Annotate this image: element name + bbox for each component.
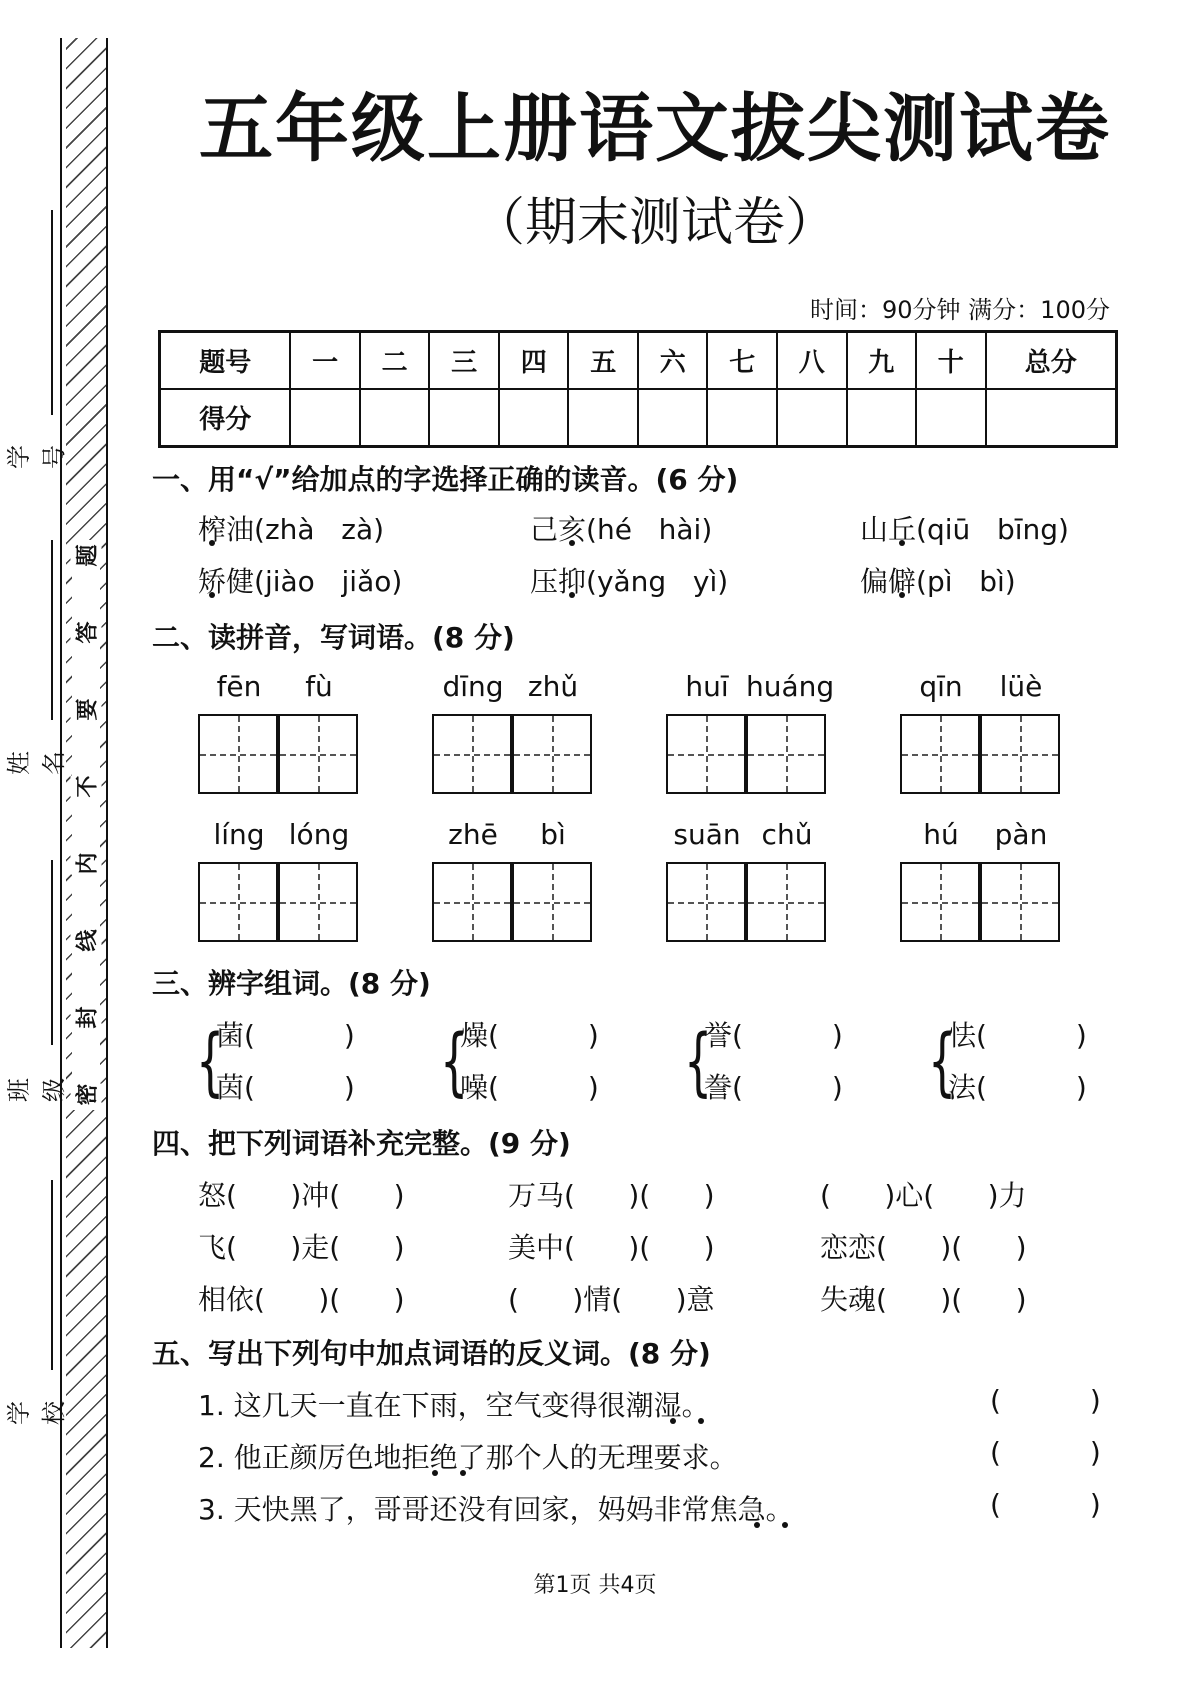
pinyin-label: qīn	[919, 670, 963, 703]
pair-line[interactable]: 噪( )	[460, 1071, 599, 1104]
s1-word-pre: 压	[530, 565, 559, 598]
student-id-field[interactable]	[5, 210, 68, 470]
section-4-title: 四、把下列词语补充完整。(9 分)	[152, 1127, 571, 1160]
idiom-item[interactable]: 飞( )走( )	[198, 1231, 405, 1264]
score-value-row	[160, 389, 1117, 447]
score-cell[interactable]	[499, 389, 569, 447]
s1-item	[198, 508, 384, 548]
writing-box[interactable]	[666, 714, 746, 794]
s1-word-post: 抑	[558, 565, 587, 598]
writing-box[interactable]	[278, 862, 358, 942]
pinyin-label: fù	[305, 670, 333, 703]
antonym-sentence: 1. 这几天一直在下雨，空气变得很潮湿。	[198, 1389, 710, 1422]
score-cell[interactable]	[916, 389, 986, 447]
idiom-item[interactable]: 恋恋( )( )	[820, 1231, 1027, 1264]
s1-options[interactable]: (yǎng yì)	[586, 565, 729, 598]
score-row-label: 得分	[160, 389, 291, 447]
binding-margin	[0, 0, 110, 1682]
pinyin-label: chǔ	[761, 818, 813, 851]
pinyin-label: zhǔ	[527, 670, 579, 703]
s1-item	[198, 560, 402, 600]
idiom-item[interactable]: 美中( )( )	[508, 1231, 715, 1264]
class-rule	[51, 860, 53, 1045]
school-label: 学校	[5, 1401, 68, 1425]
binding-line-right	[106, 38, 108, 1648]
pinyin-label: lüè	[999, 670, 1043, 703]
seal-char: 题	[70, 544, 101, 566]
pinyin-label: pàn	[994, 818, 1048, 851]
pinyin-label: huáng	[746, 670, 835, 703]
seal-char: 不	[70, 775, 101, 797]
score-header-cell: 十	[916, 332, 986, 390]
score-header-cell: 五	[568, 332, 638, 390]
seal-char: 线	[70, 929, 101, 951]
s1-word-pre: 己	[530, 513, 559, 546]
pinyin-label: huī	[685, 670, 729, 703]
s1-word-pre: 偏	[860, 565, 889, 598]
pinyin-label: bì	[540, 818, 566, 851]
name-label: 姓名	[5, 751, 68, 775]
writing-box[interactable]	[198, 714, 278, 794]
s1-item	[530, 508, 712, 548]
s1-word-pre: 山	[860, 513, 889, 546]
score-cell[interactable]	[638, 389, 708, 447]
score-header-cell: 八	[777, 332, 847, 390]
pinyin-label: lóng	[288, 818, 350, 851]
pinyin-label: fēn	[216, 670, 262, 703]
writing-box[interactable]	[746, 862, 826, 942]
idiom-item[interactable]: 相依( )( )	[198, 1283, 405, 1316]
class-field[interactable]	[5, 860, 68, 1110]
char-pair	[196, 1014, 396, 1114]
writing-box[interactable]	[432, 714, 512, 794]
pair-line[interactable]: 法( )	[948, 1071, 1087, 1104]
answer-blank[interactable]: ( )	[990, 1488, 1101, 1521]
writing-box[interactable]	[512, 862, 592, 942]
pair-line[interactable]: 誊( )	[704, 1071, 843, 1104]
char-pair	[684, 1014, 884, 1114]
score-header-cell: 四	[499, 332, 569, 390]
pinyin-label: zhē	[448, 818, 498, 851]
antonym-sentence: 2. 他正颜厉色地拒绝了那个人的无理要求。	[198, 1441, 738, 1474]
idiom-item[interactable]: 万马( )( )	[508, 1179, 715, 1212]
score-header-row	[160, 332, 1117, 390]
s1-options[interactable]: (pì bì)	[916, 565, 1016, 598]
writing-box[interactable]	[900, 714, 980, 794]
score-cell[interactable]	[777, 389, 847, 447]
class-label: 班级	[5, 1078, 68, 1102]
score-cell[interactable]	[707, 389, 777, 447]
exam-meta: 时间：90分钟 满分：100分	[810, 296, 1110, 324]
s1-item	[860, 560, 1016, 600]
score-cell[interactable]	[429, 389, 499, 447]
page-subtitle: （期末测试卷）	[472, 193, 837, 253]
writing-box[interactable]	[666, 862, 746, 942]
score-cell[interactable]	[290, 389, 360, 447]
score-header-cell: 七	[707, 332, 777, 390]
name-rule	[51, 540, 53, 720]
pair-line[interactable]: 燥( )	[460, 1019, 599, 1052]
idiom-item[interactable]: 怒( )冲( )	[198, 1179, 405, 1212]
section-2-title: 二、读拼音，写词语。(8 分)	[152, 621, 515, 654]
s1-options[interactable]: (qiū bīng)	[916, 513, 1069, 546]
s1-word-post: 亥	[558, 513, 587, 546]
brace-icon: {	[440, 1019, 469, 1105]
pair-line[interactable]: 茵( )	[216, 1071, 355, 1104]
idiom-item[interactable]: 失魂( )( )	[820, 1283, 1027, 1316]
student-id-label: 学号	[5, 445, 68, 469]
writing-box[interactable]	[900, 862, 980, 942]
s1-word-post: 僻	[888, 565, 917, 598]
score-cell[interactable]	[986, 389, 1117, 447]
idiom-item[interactable]: ( )情( )意	[508, 1283, 715, 1316]
s1-word-post: 丘	[888, 513, 917, 546]
seal-char: 内	[70, 852, 101, 874]
brace-icon: {	[928, 1019, 957, 1105]
char-pair	[928, 1014, 1128, 1114]
seal-char: 封	[70, 1006, 101, 1028]
score-cell[interactable]	[568, 389, 638, 447]
score-header-cell: 题号	[160, 332, 291, 390]
section-5-title: 五、写出下列句中加点词语的反义词。(8 分)	[152, 1337, 711, 1370]
score-header-cell: 总分	[986, 332, 1117, 390]
s1-word-pre: 矫	[198, 565, 227, 598]
brace-icon: {	[684, 1019, 713, 1105]
s1-word-post: 健	[226, 565, 255, 598]
writing-box[interactable]	[432, 862, 512, 942]
writing-box[interactable]	[198, 862, 278, 942]
writing-box[interactable]	[980, 714, 1060, 794]
s1-word-pre: 榨	[198, 513, 227, 546]
pinyin-label: líng	[213, 818, 265, 851]
writing-box[interactable]	[980, 862, 1060, 942]
s1-word-post: 油	[226, 513, 255, 546]
name-field[interactable]	[5, 540, 68, 780]
score-header-cell: 九	[847, 332, 917, 390]
s1-options[interactable]: (hé hài)	[586, 513, 713, 546]
score-cell[interactable]	[847, 389, 917, 447]
writing-box[interactable]	[746, 714, 826, 794]
s1-item	[530, 560, 728, 600]
brace-icon: {	[196, 1019, 225, 1105]
score-header-cell: 六	[638, 332, 708, 390]
score-header-cell: 一	[290, 332, 360, 390]
answer-blank[interactable]: ( )	[990, 1436, 1101, 1469]
student-id-rule	[51, 210, 53, 415]
answer-blank[interactable]: ( )	[990, 1384, 1101, 1417]
score-header-cell: 三	[429, 332, 499, 390]
char-pair	[440, 1014, 640, 1114]
writing-box[interactable]	[278, 714, 358, 794]
score-header-cell: 二	[360, 332, 430, 390]
section-1-title: 一、用“√”给加点的字选择正确的读音。(6 分)	[152, 463, 739, 496]
pinyin-label: suān	[673, 818, 741, 851]
idiom-item[interactable]: ( )心( )力	[820, 1179, 1027, 1212]
pinyin-label: hú	[923, 818, 959, 851]
school-rule	[51, 1180, 53, 1370]
school-field[interactable]	[5, 1180, 68, 1440]
pinyin-label: dīng	[442, 670, 504, 703]
writing-box[interactable]	[512, 714, 592, 794]
seal-line-notice	[72, 540, 100, 1110]
seal-char: 答	[70, 621, 101, 643]
s1-options[interactable]: (zhà zà)	[254, 513, 385, 546]
pair-line[interactable]: 誉( )	[704, 1019, 843, 1052]
section-3-title: 三、辨字组词。(8 分)	[152, 967, 431, 1000]
pair-line[interactable]: 菌( )	[216, 1019, 355, 1052]
s1-item	[860, 508, 1069, 548]
s1-options[interactable]: (jiào jiǎo)	[254, 565, 403, 598]
antonym-sentence: 3. 天快黑了，哥哥还没有回家，妈妈非常焦急。	[198, 1493, 794, 1526]
page-number: 第1页 共4页	[533, 1573, 657, 1598]
page-title: 五年级上册语文拔尖测试卷	[199, 86, 1111, 172]
score-table	[158, 330, 1118, 448]
seal-char: 要	[70, 698, 101, 720]
pair-line[interactable]: 怯( )	[948, 1019, 1087, 1052]
seal-char: 密	[70, 1083, 101, 1105]
score-cell[interactable]	[360, 389, 430, 447]
